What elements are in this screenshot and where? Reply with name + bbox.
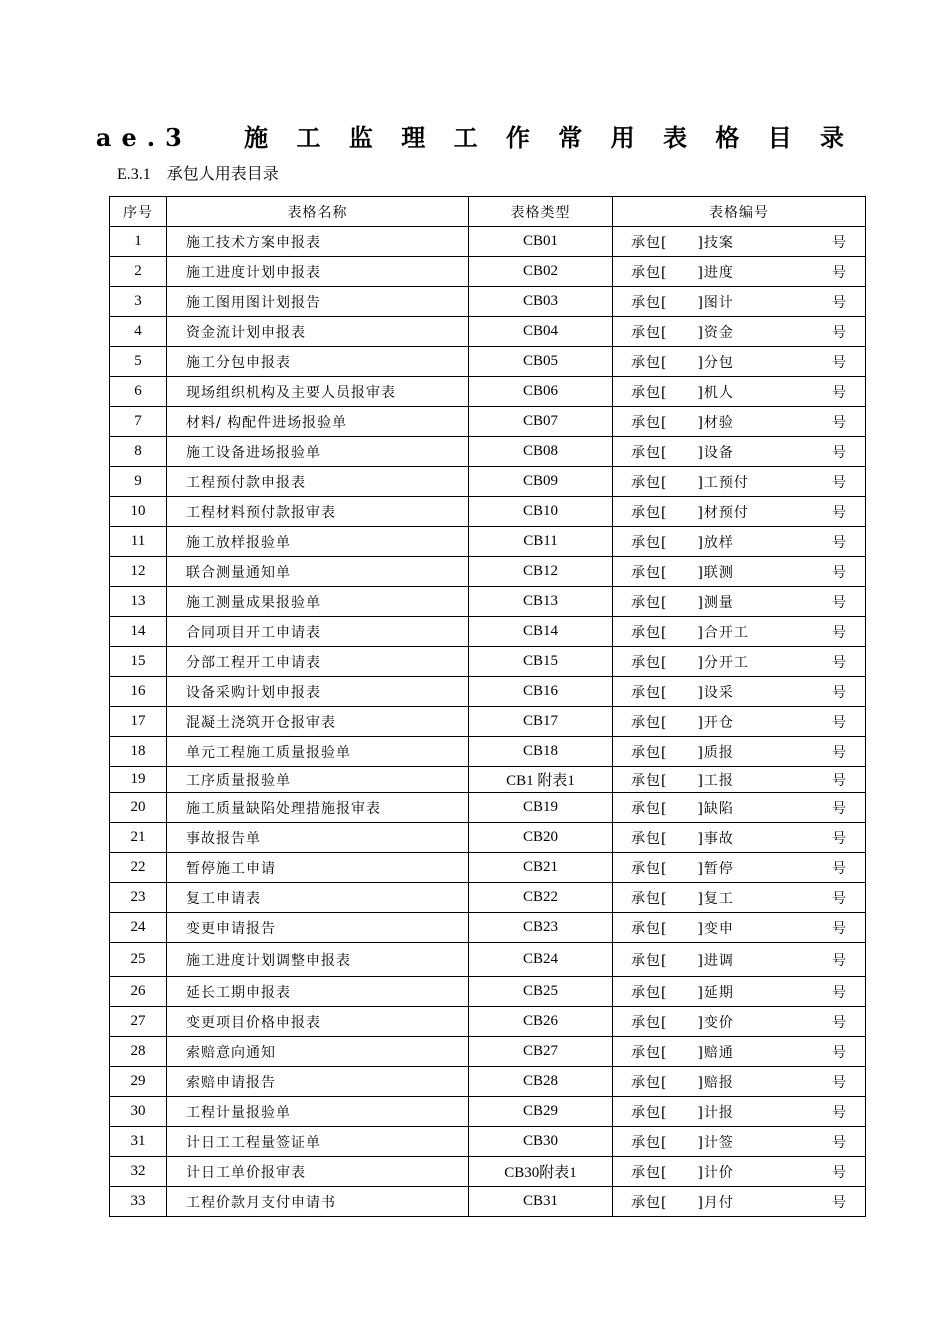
form-name: 单元工程施工质量报验单 [167, 737, 469, 767]
table-row [110, 347, 866, 377]
row-number: 8 [110, 437, 167, 467]
header-form-type: 表格类型 [469, 197, 613, 227]
form-type: CB19 [469, 793, 613, 823]
form-code-cell [613, 227, 866, 257]
form-code: 承包[ ]开仓 [631, 714, 734, 731]
form-code: 承包[ ]放样 [631, 534, 734, 551]
form-code-cell [613, 883, 866, 913]
form-type: CB18 [469, 737, 613, 767]
form-code-cell [613, 677, 866, 707]
row-number: 12 [110, 557, 167, 587]
form-code: 承包[ ]图计 [631, 294, 734, 311]
row-number: 20 [110, 793, 167, 823]
table-row [110, 767, 866, 793]
form-type: CB26 [469, 1007, 613, 1037]
row-number: 4 [110, 317, 167, 347]
form-code: 承包[ ]暂停 [631, 860, 734, 877]
table-row [110, 677, 866, 707]
table-row [110, 823, 866, 853]
table-body [110, 227, 866, 1217]
form-code-cell [613, 737, 866, 767]
form-type: CB23 [469, 913, 613, 943]
form-code: 承包[ ]计价 [631, 1164, 734, 1181]
table-row [110, 587, 866, 617]
form-code-cell [613, 647, 866, 677]
form-type: CB22 [469, 883, 613, 913]
form-code-cell [613, 1187, 866, 1217]
row-number: 10 [110, 497, 167, 527]
form-name: 施工分包申报表 [167, 347, 469, 377]
form-code: 承包[ ]机人 [631, 384, 734, 401]
form-code-cell [613, 943, 866, 977]
row-number: 19 [110, 767, 167, 793]
form-name: 工程材料预付款报审表 [167, 497, 469, 527]
form-code: 承包[ ]进度 [631, 264, 734, 281]
form-type: CB03 [469, 287, 613, 317]
row-number: 23 [110, 883, 167, 913]
form-type: CB30附表1 [469, 1157, 613, 1187]
form-name: 施工测量成果报验单 [167, 587, 469, 617]
form-code-suffix: 号 [832, 294, 847, 311]
form-code-cell [613, 557, 866, 587]
form-name: 变更申请报告 [167, 913, 469, 943]
form-code: 承包[ ]缺陷 [631, 800, 734, 817]
form-type: CB17 [469, 707, 613, 737]
form-code-cell [613, 977, 866, 1007]
form-name: 工程价款月支付申请书 [167, 1187, 469, 1217]
row-number: 21 [110, 823, 167, 853]
row-number: 13 [110, 587, 167, 617]
row-number: 3 [110, 287, 167, 317]
section-subtitle: E.3.1 承包人用表目录 [117, 166, 279, 183]
form-code: 承包[ ]设采 [631, 684, 734, 701]
form-type: CB10 [469, 497, 613, 527]
form-type: CB30 [469, 1127, 613, 1157]
form-code: 承包[ ]计签 [631, 1134, 734, 1151]
form-code-suffix: 号 [832, 564, 847, 581]
form-code-suffix: 号 [832, 594, 847, 611]
table-header-row [110, 197, 866, 227]
table-row [110, 883, 866, 913]
form-type: CB28 [469, 1067, 613, 1097]
form-name: 工程预付款申报表 [167, 467, 469, 497]
form-name: 索赔意向通知 [167, 1037, 469, 1067]
table-row [110, 1067, 866, 1097]
form-type: CB29 [469, 1097, 613, 1127]
table-row [110, 853, 866, 883]
form-code-cell [613, 1097, 866, 1127]
row-number: 17 [110, 707, 167, 737]
form-code: 承包[ ]技案 [631, 234, 734, 251]
form-code: 承包[ ]测量 [631, 594, 734, 611]
form-code-suffix: 号 [832, 1164, 847, 1181]
form-code-suffix: 号 [832, 860, 847, 877]
form-code: 承包[ ]联测 [631, 564, 734, 581]
form-name: 变更项目价格申报表 [167, 1007, 469, 1037]
table-row [110, 497, 866, 527]
form-type: CB31 [469, 1187, 613, 1217]
form-code-suffix: 号 [832, 654, 847, 671]
form-code: 承包[ ]月付 [631, 1194, 734, 1211]
form-code-cell [613, 1067, 866, 1097]
form-name: 复工申请表 [167, 883, 469, 913]
form-code-cell [613, 377, 866, 407]
form-type: CB14 [469, 617, 613, 647]
form-code-cell [613, 287, 866, 317]
header-form-name: 表格名称 [167, 197, 469, 227]
row-number: 31 [110, 1127, 167, 1157]
form-code-cell [613, 1157, 866, 1187]
form-code-suffix: 号 [832, 1194, 847, 1211]
form-code-cell [613, 347, 866, 377]
form-code: 承包[ ]进调 [631, 952, 734, 969]
row-number: 33 [110, 1187, 167, 1217]
form-code-cell [613, 1007, 866, 1037]
form-code-suffix: 号 [832, 444, 847, 461]
row-number: 2 [110, 257, 167, 287]
table-row [110, 527, 866, 557]
form-type: CB02 [469, 257, 613, 287]
form-code-suffix: 号 [832, 474, 847, 491]
form-name: 合同项目开工申请表 [167, 617, 469, 647]
form-code-cell [613, 617, 866, 647]
table-row [110, 227, 866, 257]
form-code-suffix: 号 [832, 1104, 847, 1121]
form-code-suffix: 号 [832, 1014, 847, 1031]
form-code-suffix: 号 [832, 830, 847, 847]
form-code-suffix: 号 [832, 234, 847, 251]
row-number: 18 [110, 737, 167, 767]
table-row [110, 793, 866, 823]
form-code-suffix: 号 [832, 264, 847, 281]
row-number: 24 [110, 913, 167, 943]
form-name: 暂停施工申请 [167, 853, 469, 883]
form-code-suffix: 号 [832, 800, 847, 817]
table-row [110, 737, 866, 767]
form-code-cell [613, 497, 866, 527]
form-code-cell [613, 257, 866, 287]
form-code: 承包[ ]赔报 [631, 1074, 734, 1091]
table-row [110, 287, 866, 317]
form-name: 施工放样报验单 [167, 527, 469, 557]
row-number: 16 [110, 677, 167, 707]
form-code-suffix: 号 [832, 890, 847, 907]
form-code: 承包[ ]材预付 [631, 504, 749, 521]
form-code: 承包[ ]资金 [631, 324, 734, 341]
form-name: 联合测量通知单 [167, 557, 469, 587]
row-number: 14 [110, 617, 167, 647]
row-number: 27 [110, 1007, 167, 1037]
row-number: 25 [110, 943, 167, 977]
table-row [110, 557, 866, 587]
form-code: 承包[ ]复工 [631, 890, 734, 907]
form-type: CB27 [469, 1037, 613, 1067]
page-title: ae.3 施 工 监 理 工 作 常 用 表 格 目 录 [95, 123, 855, 152]
header-form-code: 表格编号 [613, 197, 866, 227]
form-code-cell [613, 587, 866, 617]
row-number: 7 [110, 407, 167, 437]
table-row [110, 943, 866, 977]
table-row [110, 617, 866, 647]
form-code-suffix: 号 [832, 324, 847, 341]
form-code-cell [613, 823, 866, 853]
form-type: CB25 [469, 977, 613, 1007]
form-code: 承包[ ]赔通 [631, 1044, 734, 1061]
form-type: CB13 [469, 587, 613, 617]
form-code-cell [613, 853, 866, 883]
form-type: CB09 [469, 467, 613, 497]
header-number: 序号 [110, 197, 167, 227]
form-name: 计日工单价报审表 [167, 1157, 469, 1187]
form-code: 承包[ ]工报 [631, 772, 734, 789]
table-row [110, 1187, 866, 1217]
form-name: 资金流计划申报表 [167, 317, 469, 347]
row-number: 9 [110, 467, 167, 497]
table-row [110, 1127, 866, 1157]
form-code: 承包[ ]质报 [631, 744, 734, 761]
form-code: 承包[ ]变申 [631, 920, 734, 937]
form-code-suffix: 号 [832, 1044, 847, 1061]
form-name: 施工技术方案申报表 [167, 227, 469, 257]
form-name: 施工质量缺陷处理措施报审表 [167, 793, 469, 823]
form-code-suffix: 号 [832, 744, 847, 761]
form-code-suffix: 号 [832, 1134, 847, 1151]
form-type: CB20 [469, 823, 613, 853]
form-code-suffix: 号 [832, 772, 847, 789]
form-code-suffix: 号 [832, 984, 847, 1001]
form-name: 施工图用图计划报告 [167, 287, 469, 317]
table-row [110, 647, 866, 677]
form-type: CB12 [469, 557, 613, 587]
form-code-cell [613, 527, 866, 557]
form-name: 设备采购计划申报表 [167, 677, 469, 707]
form-name: 混凝土浇筑开仓报审表 [167, 707, 469, 737]
row-number: 1 [110, 227, 167, 257]
form-type: CB16 [469, 677, 613, 707]
form-code-cell [613, 767, 866, 793]
form-name: 事故报告单 [167, 823, 469, 853]
form-type: CB05 [469, 347, 613, 377]
table-row [110, 913, 866, 943]
form-code-cell [613, 913, 866, 943]
form-code: 承包[ ]工预付 [631, 474, 749, 491]
table-row [110, 977, 866, 1007]
row-number: 6 [110, 377, 167, 407]
form-code: 承包[ ]计报 [631, 1104, 734, 1121]
form-code-suffix: 号 [832, 684, 847, 701]
table-row [110, 317, 866, 347]
table-row [110, 1007, 866, 1037]
form-code-cell [613, 707, 866, 737]
form-code-cell [613, 437, 866, 467]
form-type: CB04 [469, 317, 613, 347]
table-row [110, 1157, 866, 1187]
row-number: 29 [110, 1067, 167, 1097]
form-name: 施工设备进场报验单 [167, 437, 469, 467]
row-number: 11 [110, 527, 167, 557]
form-type: CB21 [469, 853, 613, 883]
form-type: CB08 [469, 437, 613, 467]
form-type: CB1 附表1 [469, 767, 613, 793]
form-name: 延长工期申报表 [167, 977, 469, 1007]
form-code-cell [613, 317, 866, 347]
row-number: 30 [110, 1097, 167, 1127]
row-number: 15 [110, 647, 167, 677]
form-name: 现场组织机构及主要人员报审表 [167, 377, 469, 407]
form-code-suffix: 号 [832, 714, 847, 731]
form-name: 分部工程开工申请表 [167, 647, 469, 677]
row-number: 26 [110, 977, 167, 1007]
form-code-cell [613, 793, 866, 823]
table-row [110, 1037, 866, 1067]
table-row [110, 707, 866, 737]
form-name: 工程计量报验单 [167, 1097, 469, 1127]
form-code-cell [613, 467, 866, 497]
form-name: 计日工工程量签证单 [167, 1127, 469, 1157]
form-name: 索赔申请报告 [167, 1067, 469, 1097]
table-row [110, 437, 866, 467]
form-type: CB07 [469, 407, 613, 437]
table-row [110, 1097, 866, 1127]
row-number: 28 [110, 1037, 167, 1067]
form-code-cell [613, 1037, 866, 1067]
table-row [110, 407, 866, 437]
form-code-suffix: 号 [832, 384, 847, 401]
form-name: 材料/ 构配件进场报验单 [167, 407, 469, 437]
form-code-suffix: 号 [832, 504, 847, 521]
form-code: 承包[ ]材验 [631, 414, 734, 431]
form-code-cell [613, 407, 866, 437]
form-code: 承包[ ]延期 [631, 984, 734, 1001]
forms-catalog-table [109, 196, 866, 1217]
form-code-suffix: 号 [832, 414, 847, 431]
form-name: 施工进度计划申报表 [167, 257, 469, 287]
form-code-suffix: 号 [832, 952, 847, 969]
form-code: 承包[ ]设备 [631, 444, 734, 461]
form-code-suffix: 号 [832, 920, 847, 937]
form-code-cell [613, 1127, 866, 1157]
row-number: 22 [110, 853, 167, 883]
form-code-suffix: 号 [832, 1074, 847, 1091]
table-row [110, 377, 866, 407]
form-code: 承包[ ]分开工 [631, 654, 749, 671]
form-code-suffix: 号 [832, 534, 847, 551]
form-code-suffix: 号 [832, 624, 847, 641]
form-code-suffix: 号 [832, 354, 847, 371]
form-type: CB06 [469, 377, 613, 407]
form-type: CB01 [469, 227, 613, 257]
form-name: 施工进度计划调整申报表 [167, 943, 469, 977]
row-number: 32 [110, 1157, 167, 1187]
form-code: 承包[ ]变价 [631, 1014, 734, 1031]
row-number: 5 [110, 347, 167, 377]
form-name: 工序质量报验单 [167, 767, 469, 793]
form-code: 承包[ ]合开工 [631, 624, 749, 641]
form-type: CB24 [469, 943, 613, 977]
form-type: CB15 [469, 647, 613, 677]
table-row [110, 257, 866, 287]
form-type: CB11 [469, 527, 613, 557]
form-code: 承包[ ]事故 [631, 830, 734, 847]
table-row [110, 467, 866, 497]
form-code: 承包[ ]分包 [631, 354, 734, 371]
